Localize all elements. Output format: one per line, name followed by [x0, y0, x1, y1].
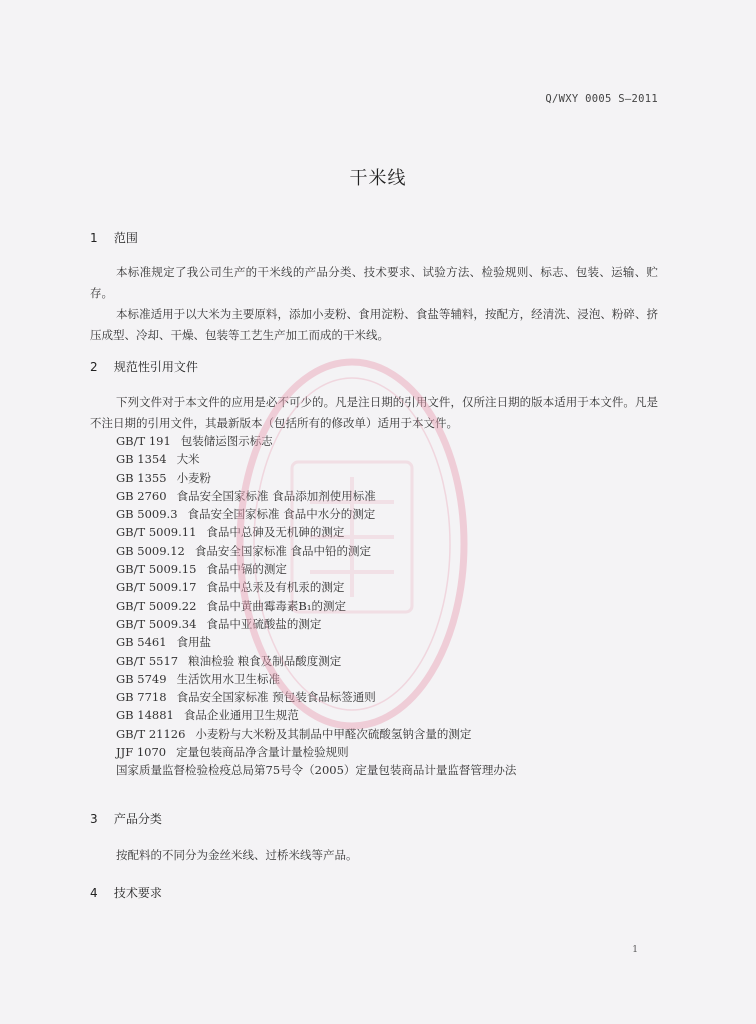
document-title: 干米线	[349, 168, 407, 189]
reference-item	[116, 597, 516, 615]
reference-code: GB 14881	[116, 708, 174, 723]
section-number: 4	[90, 886, 98, 900]
reference-code: GB 7718	[116, 690, 167, 705]
reference-code: GB/T 5009.17	[116, 580, 197, 595]
reference-title: 国家质量监督检验检疫总局第75号令（2005）定量包装商品计量监督管理办法	[116, 763, 517, 778]
reference-code: GB/T 5009.11	[116, 525, 197, 540]
section-3-paragraph-1: 按配料的不同分为金丝米线、过桥米线等产品。	[116, 848, 358, 862]
reference-code: JJF 1070	[116, 745, 167, 760]
reference-title: 食用盐	[176, 635, 212, 650]
reference-code: GB 1355	[116, 470, 167, 485]
reference-item	[116, 560, 516, 578]
section-2-paragraph-1: 下列文件对于本文件的应用是必不可少的。凡是注日期的引用文件，仅所注日期的版本适用于本文件。凡是不注日期的引用文件，其最新版本（包括所有的修改单）适用于本文件。	[90, 395, 658, 430]
section-1-heading	[90, 229, 138, 246]
reference-title: 食品企业通用卫生规范	[183, 708, 299, 723]
reference-code: GB 5009.3	[116, 507, 178, 522]
section-2-heading	[90, 358, 198, 375]
reference-code: GB/T 5517	[116, 653, 179, 668]
reference-title: 食品安全国家标准 食品中铅的测定	[194, 543, 372, 558]
reference-code: GB 5009.12	[116, 543, 185, 558]
section-number: 2	[90, 360, 98, 374]
reference-item	[116, 432, 516, 450]
section-4-heading	[90, 884, 162, 901]
reference-item	[116, 725, 516, 743]
reference-item	[116, 706, 516, 724]
reference-item	[116, 633, 516, 651]
reference-item	[116, 578, 516, 596]
section-number: 3	[90, 812, 98, 826]
section-title: 范围	[113, 231, 138, 245]
section-title: 产品分类	[113, 812, 162, 826]
reference-code: GB/T 21126	[116, 726, 186, 741]
section-title: 技术要求	[113, 886, 162, 900]
reference-item	[116, 487, 516, 505]
reference-item	[116, 652, 516, 670]
reference-title: 食品中总砷及无机砷的测定	[206, 525, 345, 540]
reference-title: 大米	[176, 452, 200, 467]
reference-code: GB 5461	[116, 635, 167, 650]
reference-title: 食品中黄曲霉毒素B₁的测定	[206, 598, 346, 613]
section-3-heading	[90, 810, 162, 827]
reference-item	[116, 688, 516, 706]
section-1-paragraph-1: 本标准规定了我公司生产的干米线的产品分类、技术要求、试验方法、检验规则、标志、包装、运输、贮存。	[90, 265, 658, 300]
reference-title: 食品中亚硫酸盐的测定	[206, 616, 322, 631]
standard-code: Q/WXY 0005 S—2011	[545, 93, 658, 105]
section-title: 规范性引用文件	[113, 360, 198, 374]
reference-title: 粮油检验 粮食及制品酸度测定	[188, 653, 342, 668]
reference-item	[116, 523, 516, 541]
section-number: 1	[90, 231, 98, 245]
normative-references-list	[116, 432, 516, 780]
reference-code: GB/T 191	[116, 434, 171, 448]
reference-title: 包装储运图示标志	[180, 434, 273, 448]
reference-title: 小麦粉与大米粉及其制品中甲醛次硫酸氢钠含量的测定	[195, 726, 472, 741]
reference-title: 食品安全国家标准 食品中水分的测定	[187, 507, 376, 522]
reference-code: GB 5749	[116, 671, 167, 686]
reference-title: 食品安全国家标准 预包装食品标签通则	[176, 690, 376, 705]
reference-code: GB/T 5009.15	[116, 562, 197, 577]
reference-item	[116, 743, 516, 761]
section-1-paragraph-2: 本标准适用于以大米为主要原料，添加小麦粉、食用淀粉、食盐等辅料，按配方，经清洗、浸泡、粉碎、挤压成型、冷却、干燥、包装等工艺生产加工而成的干米线。	[90, 307, 658, 342]
reference-code: GB 2760	[116, 488, 167, 503]
reference-title: 定量包装商品净含量计量检验规则	[176, 745, 349, 760]
reference-title: 生活饮用水卫生标准	[176, 671, 281, 686]
reference-title: 食品中总汞及有机汞的测定	[206, 580, 345, 595]
page-number: 1	[632, 945, 638, 955]
reference-title: 小麦粉	[176, 470, 212, 485]
reference-code: GB 1354	[116, 452, 167, 467]
reference-item	[116, 542, 516, 560]
reference-title: 食品中镉的测定	[206, 562, 287, 577]
reference-item	[116, 505, 516, 523]
reference-item	[116, 615, 516, 633]
reference-code: GB/T 5009.34	[116, 616, 197, 631]
reference-item	[116, 761, 516, 779]
reference-item	[116, 469, 516, 487]
reference-item	[116, 450, 516, 468]
reference-item	[116, 670, 516, 688]
reference-code: GB/T 5009.22	[116, 598, 197, 613]
reference-title: 食品安全国家标准 食品添加剂使用标准	[176, 488, 376, 503]
